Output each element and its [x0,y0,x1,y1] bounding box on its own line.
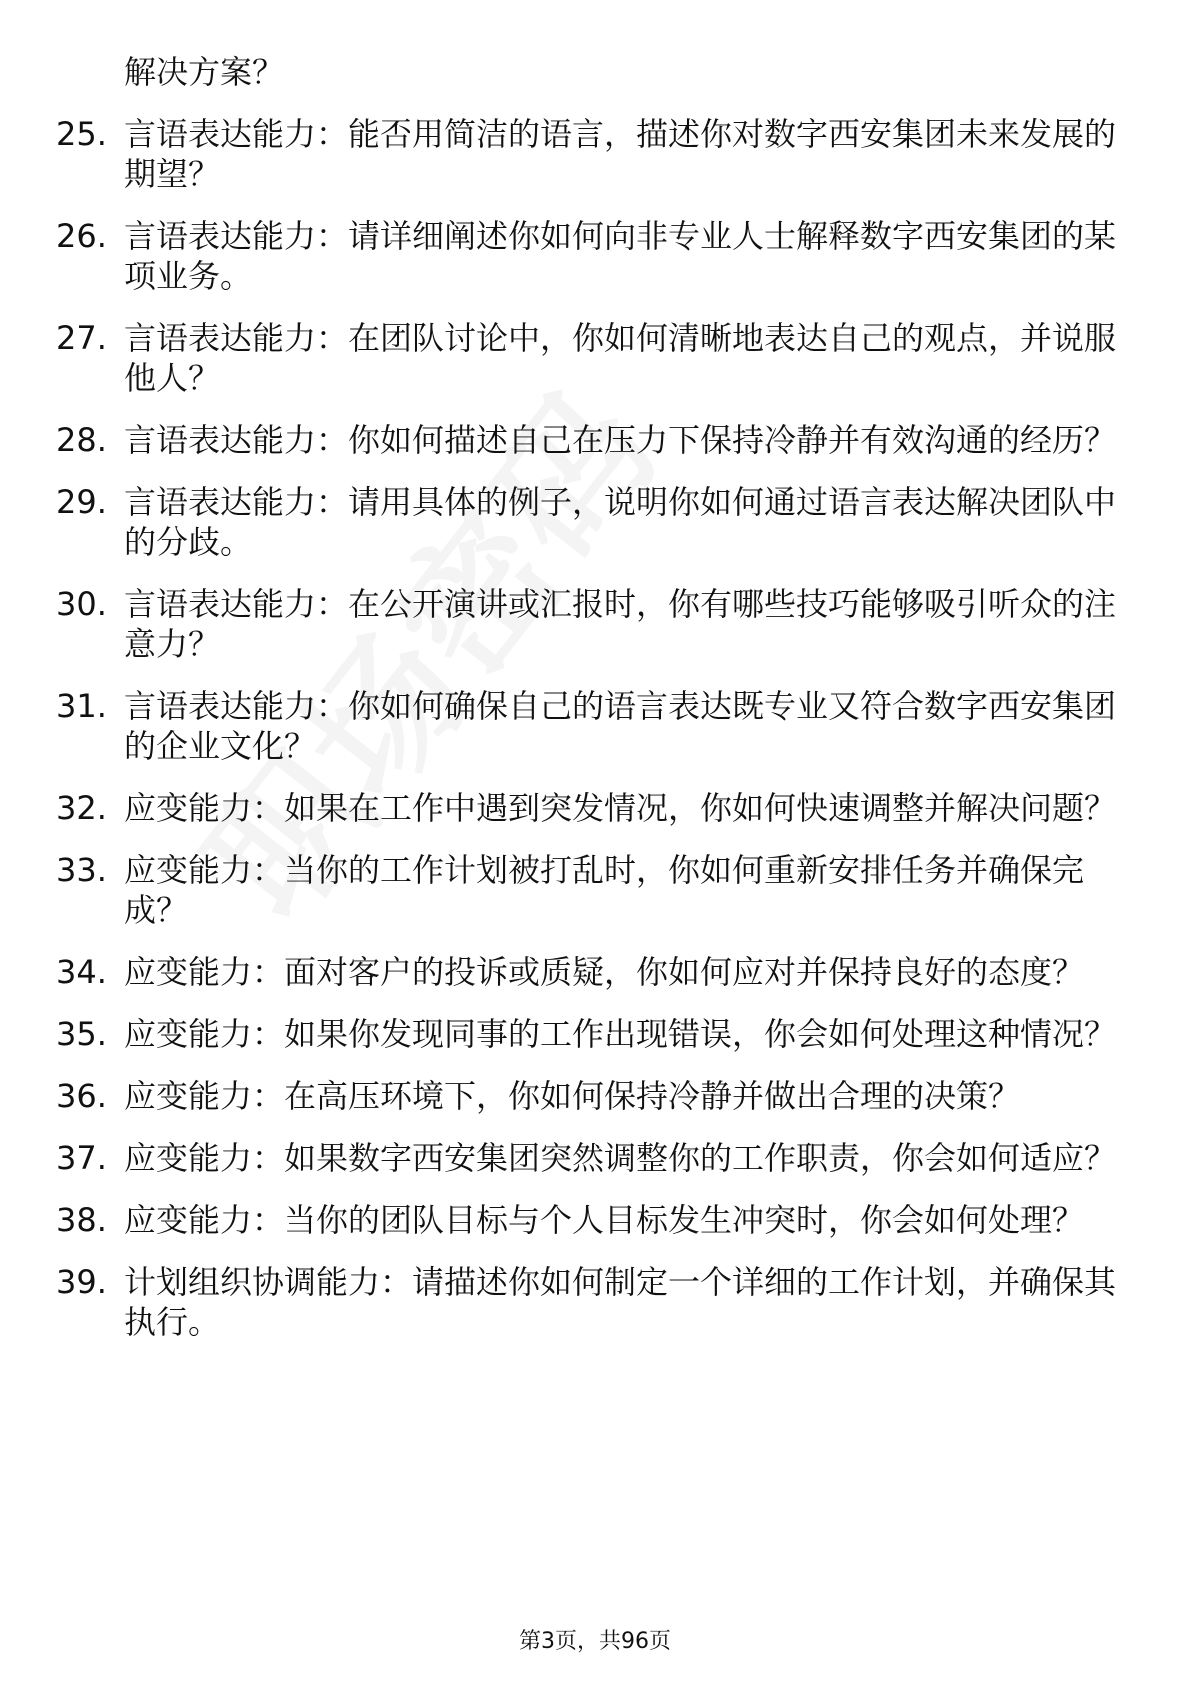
question-item [56,1200,1136,1240]
question-text: 应变能力：如果数字西安集团突然调整你的工作职责，你会如何适应？ [124,1139,1117,1177]
question-text: 应变能力：当你的工作计划被打乱时，你如何重新安排任务并确保完成？ [124,851,1085,929]
question-text: 应变能力：如果在工作中遇到突发情况，你如何快速调整并解决问题？ [124,789,1117,827]
question-number: 38. [56,1201,107,1239]
question-number: 31. [56,687,107,725]
question-number: 25. [56,115,107,153]
question-text: 言语表达能力：能否用简洁的语言，描述你对数字西安集团未来发展的期望？ [124,115,1117,193]
question-number: 34. [56,953,107,991]
question-item [56,318,1136,398]
question-item [56,114,1136,194]
question-item [56,584,1136,664]
question-text: 应变能力：如果你发现同事的工作出现错误，你会如何处理这种情况？ [124,1015,1117,1053]
question-item [56,850,1136,930]
question-number: 36. [56,1077,107,1115]
question-item [56,1138,1136,1178]
question-number: 26. [56,217,107,255]
question-item [56,952,1136,992]
question-number: 33. [56,851,107,889]
page-number-label: 第3页，共96页 [519,1629,671,1654]
question-text: 言语表达能力：请详细阐述你如何向非专业人士解释数字西安集团的某项业务。 [124,217,1117,295]
question-text: 言语表达能力：请用具体的例子，说明你如何通过语言表达解决团队中的分歧。 [124,483,1117,561]
question-item [56,686,1136,766]
question-item [56,788,1136,828]
question-text: 言语表达能力：在团队讨论中，你如何清晰地表达自己的观点，并说服他人？ [124,319,1117,397]
question-number: 28. [56,421,107,459]
question-number: 27. [56,319,107,357]
question-content [56,52,1136,1364]
question-number: 29. [56,483,107,521]
question-item [56,420,1136,460]
question-list [56,114,1136,1342]
question-item [56,216,1136,296]
question-item [56,1014,1136,1054]
continued-text: 解决方案？ [124,53,285,91]
question-number: 35. [56,1015,107,1053]
question-number: 37. [56,1139,107,1177]
question-text: 应变能力：当你的团队目标与个人目标发生冲突时，你会如何处理？ [124,1201,1085,1239]
question-text: 言语表达能力：你如何描述自己在压力下保持冷静并有效沟通的经历？ [124,421,1117,459]
question-number: 39. [56,1263,107,1301]
question-item [56,482,1136,562]
question-text: 应变能力：面对客户的投诉或质疑，你如何应对并保持良好的态度？ [124,953,1085,991]
question-item [56,1076,1136,1116]
question-text: 言语表达能力：你如何确保自己的语言表达既专业又符合数字西安集团的企业文化？ [124,687,1117,765]
question-number: 32. [56,789,107,827]
question-text: 计划组织协调能力：请描述你如何制定一个详细的工作计划，并确保其执行。 [124,1263,1117,1341]
question-number: 30. [56,585,107,623]
question-item [56,1262,1136,1342]
question-text: 应变能力：在高压环境下，你如何保持冷静并做出合理的决策？ [124,1077,1021,1115]
page-footer [0,1628,1190,1656]
question-text: 言语表达能力：在公开演讲或汇报时，你有哪些技巧能够吸引听众的注意力？ [124,585,1117,663]
